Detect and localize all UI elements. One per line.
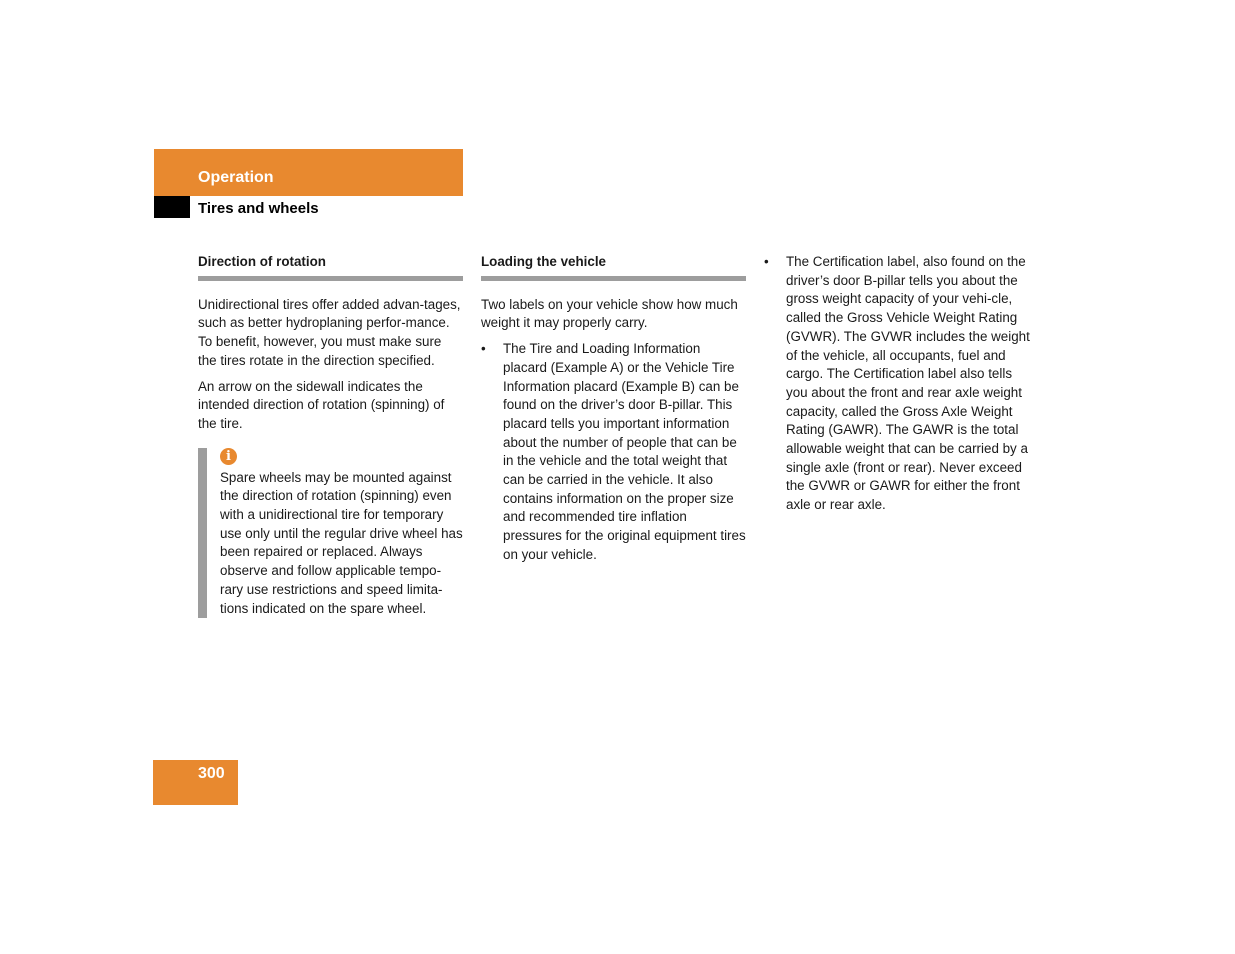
paragraph: Two labels on your vehicle show how much weight it may properly carry. (481, 296, 738, 331)
bullet-icon: • (764, 254, 769, 269)
subsection-marker (154, 196, 190, 218)
page-number: 300 (198, 765, 225, 782)
section-title: Operation (198, 169, 274, 186)
paragraph: Unidirectional tires offer added advan-tages, such as better hydroplaning perfor-mance. To benefit, however, you must make sure the tires rotate in the direction specified. (198, 296, 461, 368)
list-item-text: The Tire and Loading Information placard (Example A) or the Vehicle Tire Information placard (Example B) can be found on the driver’s door B-pillar. This placard tells you important information about the number of people that can be in the vehicle and the total weight that can be carried in the vehicle. It also contains information on the proper size and recommended tire inflation pressures for the original equipment tires on your vehicle. (503, 341, 746, 562)
paragraph: An arrow on the sidewall indicates the intended direction of rotation (spinning) of the tire. (198, 378, 445, 431)
column-direction-of-rotation (198, 253, 463, 618)
heading-direction-of-rotation: Direction of rotation (198, 253, 463, 281)
subsection-title: Tires and wheels (198, 200, 319, 217)
list-item (764, 253, 1032, 515)
note-text: Spare wheels may be mounted against the direction of rotation (spinning) even with a unidirectional tire for temporary use only until the regular drive wheel has been repaired or replaced. Always observe and follow applicable tempo-rary use restrictions and speed limita-tions indicated on the spare wheel. (220, 469, 463, 616)
info-note (198, 448, 463, 619)
heading-loading-the-vehicle: Loading the vehicle (481, 253, 746, 281)
note-bar (198, 448, 207, 619)
column-loading-the-vehicle (481, 253, 746, 572)
list-item-text: The Certification label, also found on the driver’s door B-pillar tells you about the gross weight capacity of your vehi-cle, called the Gross Vehicle Weight Rating (GVWR). The GVWR includes the weight of the vehicle, all occupants, fuel and cargo. The Certification label also tells you about the front and rear axle weight capacity, called the Gross Axle Weight Rating (GAWR). The GAWR is the total allowable weight that can be carried by a single axle (front or rear). Never exceed the GVWR or GAWR for either the front axle or rear axle. (786, 254, 1030, 513)
page-number-box (153, 760, 238, 805)
column-certification (764, 253, 1032, 522)
info-icon: i (220, 448, 237, 465)
bullet-icon: • (481, 341, 486, 357)
list-item (481, 340, 746, 564)
